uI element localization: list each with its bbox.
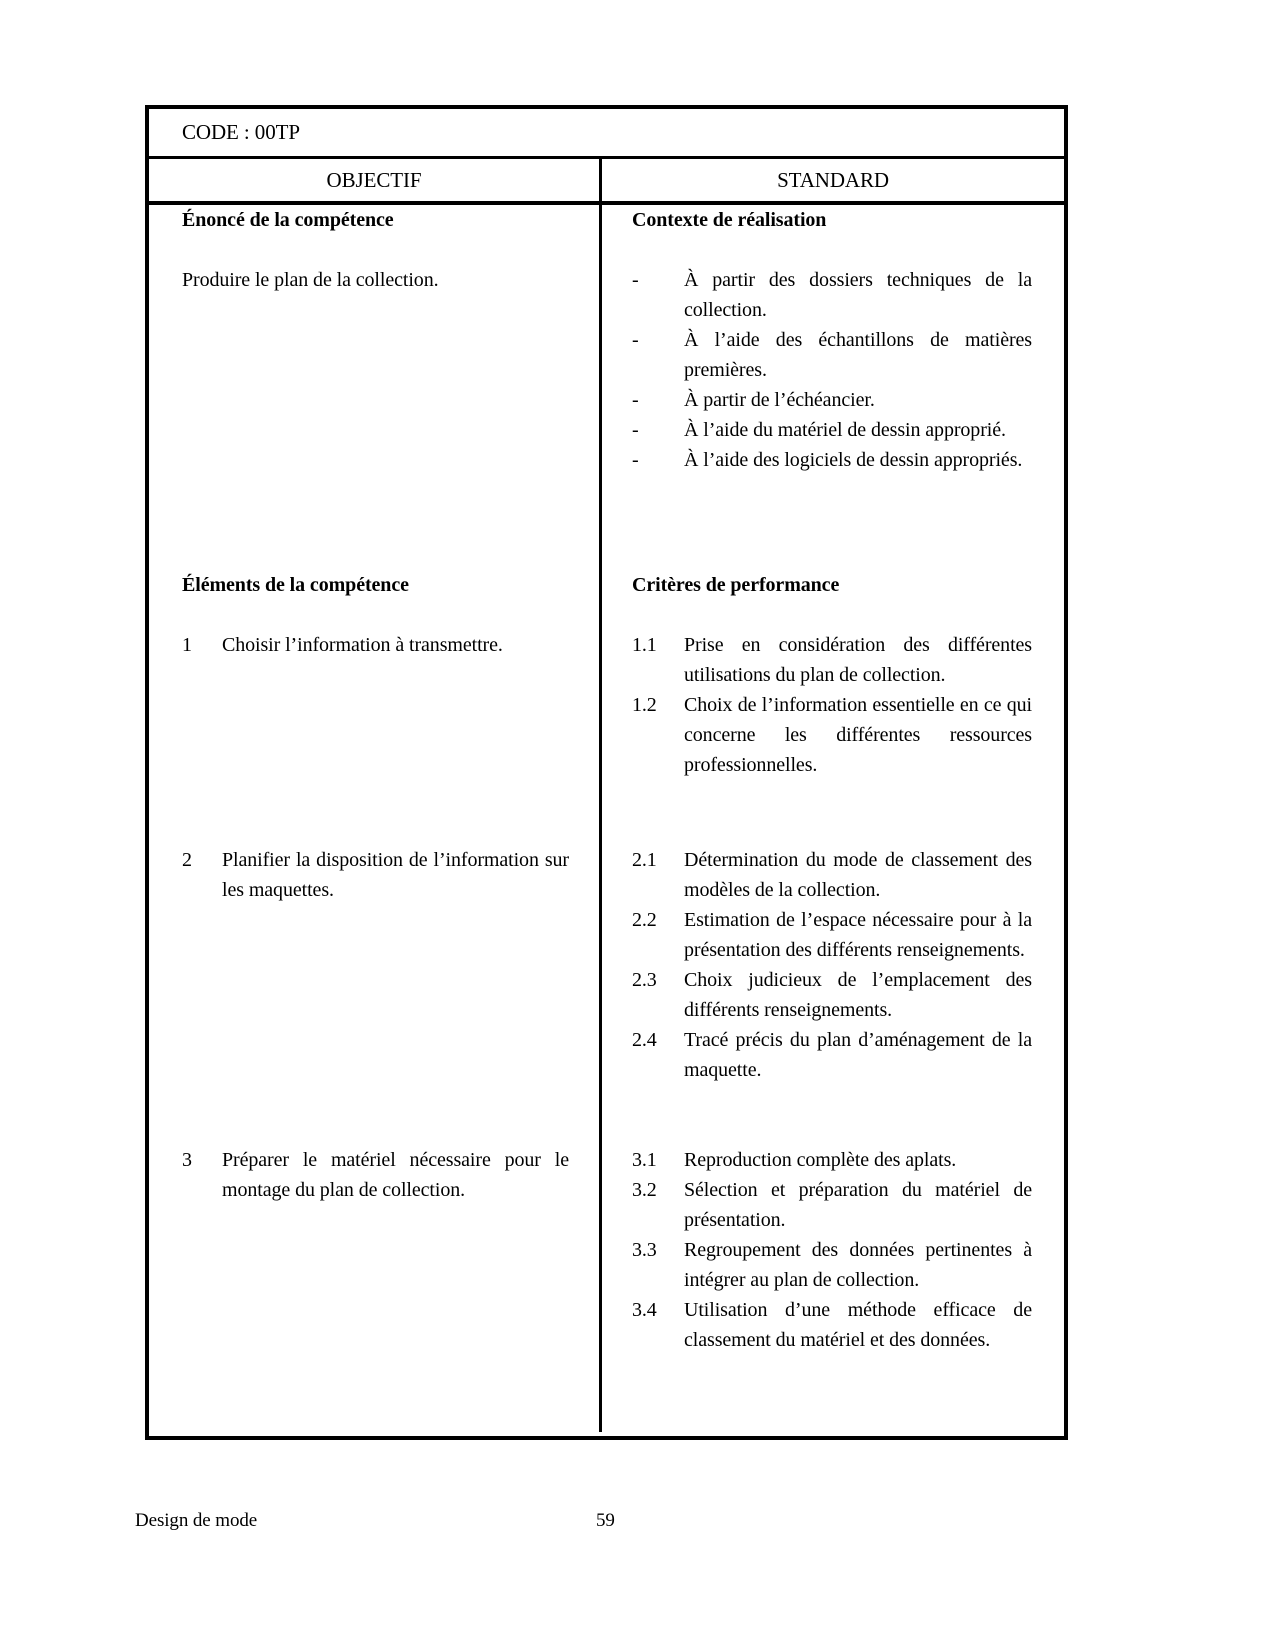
element-text: Choisir l’information à transmettre. xyxy=(222,634,503,656)
element-number: 2 xyxy=(182,849,192,871)
criteres-section-2 xyxy=(602,845,1064,1145)
column-header-standard: STANDARD xyxy=(777,167,889,192)
critere-text: Sélection et préparation du matériel de présentation. xyxy=(684,1179,1032,1231)
critere-text: Détermination du mode de classement des modèles de la collection. xyxy=(684,849,1032,901)
criteres-title: Critères de performance xyxy=(632,574,840,596)
critere-text: Estimation de l’espace nécessaire pour à la présentation des différents renseignements. xyxy=(684,909,1032,961)
dash-marker: - xyxy=(632,389,639,411)
dash-marker: - xyxy=(632,329,639,351)
critere-item xyxy=(632,905,1032,965)
contexte-item-text: À partir de l’échéancier. xyxy=(684,389,875,411)
column-headers xyxy=(149,159,1064,205)
criteres-section-3 xyxy=(602,1145,1064,1432)
critere-number: 3.4 xyxy=(632,1299,657,1321)
critere-text: Choix judicieux de l’emplacement des différents renseignements. xyxy=(684,969,1032,1021)
critere-item xyxy=(632,1235,1032,1295)
elements-section-2 xyxy=(149,845,602,1145)
footer-page-number: 59 xyxy=(596,1510,615,1531)
elements-section xyxy=(149,570,602,845)
contexte-item-text: À l’aide des logiciels de dessin appropriés. xyxy=(684,449,1023,471)
contexte-item-text: À partir des dossiers techniques de la collection. xyxy=(684,269,1032,321)
enonce-text: Produire le plan de la collection. xyxy=(182,269,439,291)
contexte-item xyxy=(632,385,1032,415)
critere-number: 2.2 xyxy=(632,909,657,931)
criteres-section xyxy=(602,570,1064,845)
critere-text: Reproduction complète des aplats. xyxy=(684,1149,957,1171)
contexte-item xyxy=(632,325,1032,385)
code-row xyxy=(149,109,1064,159)
contexte-item xyxy=(632,415,1032,445)
dash-marker: - xyxy=(632,419,639,441)
element-number: 1 xyxy=(182,634,192,656)
element-item xyxy=(182,845,569,905)
column-header-objectif: OBJECTIF xyxy=(149,159,602,201)
contexte-item xyxy=(632,445,1032,475)
element-number: 3 xyxy=(182,1149,192,1171)
critere-number: 2.4 xyxy=(632,1029,657,1051)
critere-item xyxy=(632,1145,1032,1175)
competency-table xyxy=(145,105,1068,1440)
critere-text: Tracé précis du plan d’aménagement de la maquette. xyxy=(684,1029,1032,1081)
element-item xyxy=(182,630,569,660)
critere-number: 1.1 xyxy=(632,634,657,656)
element-text: Planifier la disposition de l’information sur les maquettes. xyxy=(222,849,569,901)
critere-number: 2.3 xyxy=(632,969,657,991)
critere-text: Utilisation d’une méthode efficace de classement du matériel et des données. xyxy=(684,1299,1032,1351)
dash-marker: - xyxy=(632,449,639,471)
contexte-item xyxy=(632,265,1032,325)
critere-item xyxy=(632,965,1032,1025)
enonce-section xyxy=(149,205,602,570)
element-item xyxy=(182,1145,569,1205)
critere-item xyxy=(632,630,1032,690)
enonce-title: Énoncé de la compétence xyxy=(182,209,394,231)
contexte-item-text: À l’aide du matériel de dessin approprié. xyxy=(684,419,1006,441)
critere-number: 3.1 xyxy=(632,1149,657,1171)
critere-item xyxy=(632,690,1032,780)
critere-number: 1.2 xyxy=(632,694,657,716)
dash-marker: - xyxy=(632,269,639,291)
critere-text: Choix de l’information essentielle en ce qui concerne les différentes ressources professionnelles. xyxy=(684,694,1032,776)
critere-item xyxy=(632,845,1032,905)
table-body xyxy=(149,205,1064,1432)
footer-document-title: Design de mode xyxy=(135,1510,258,1531)
elements-section-3 xyxy=(149,1145,602,1432)
critere-text: Regroupement des données pertinentes à intégrer au plan de collection. xyxy=(684,1239,1032,1291)
critere-item xyxy=(632,1025,1032,1085)
critere-text: Prise en considération des différentes utilisations du plan de collection. xyxy=(684,634,1032,686)
critere-item xyxy=(632,1295,1032,1355)
contexte-item-text: À l’aide des échantillons de matières premières. xyxy=(684,329,1032,381)
contexte-section xyxy=(602,205,1064,570)
critere-number: 3.3 xyxy=(632,1239,657,1261)
critere-number: 3.2 xyxy=(632,1179,657,1201)
element-text: Préparer le matériel nécessaire pour le montage du plan de collection. xyxy=(222,1149,569,1201)
elements-title: Éléments de la compétence xyxy=(182,574,409,596)
critere-item xyxy=(632,1175,1032,1235)
code-label: CODE : 00TP xyxy=(182,120,300,144)
contexte-title: Contexte de réalisation xyxy=(632,209,827,231)
critere-number: 2.1 xyxy=(632,849,657,871)
